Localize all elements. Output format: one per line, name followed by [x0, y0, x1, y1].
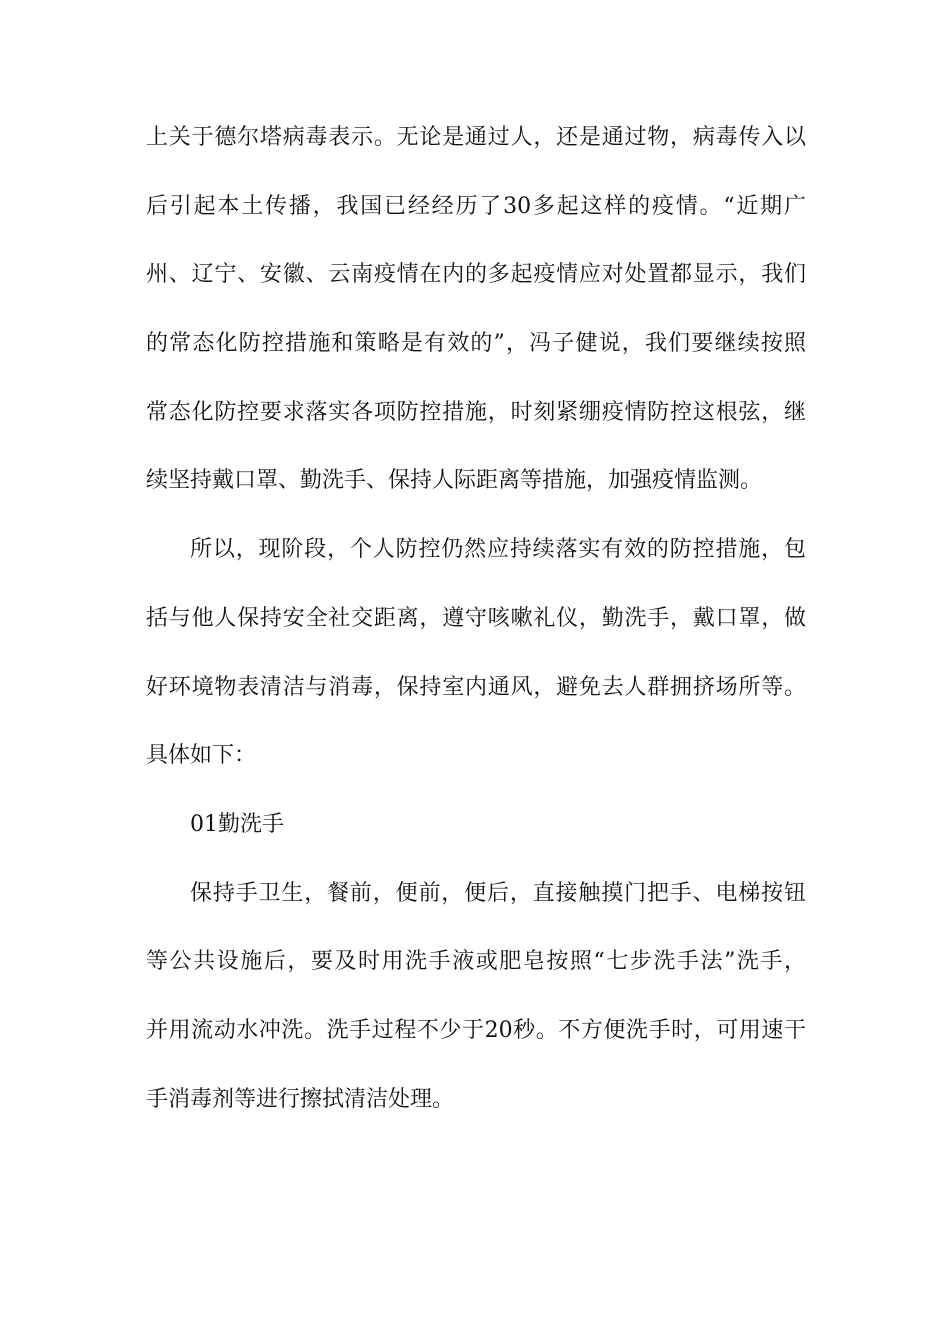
text-line: 后引起本土传播，我国已经经历了30多起这样的疫情。“近期广: [146, 193, 806, 219]
text-line: 续坚持戴口罩、勤洗手、保持人际距离等措施，加强疫情监测。: [146, 468, 763, 494]
document-body: [146, 127, 806, 1157]
text-line: 常态化防控要求落实各项防控措施，时刻紧绷疫情防控这根弦，继: [146, 399, 806, 425]
text-line: 并用流动水冲洗。洗手过程不少于20秒。不方便洗手时，可用速干: [146, 1017, 806, 1043]
paragraph: [146, 539, 806, 814]
text-line: 手消毒剂等进行擦拭清洁处理。: [146, 1086, 455, 1112]
text-line: 上关于德尔塔病毒表示。无论是通过人，还是通过物，病毒传入以: [146, 125, 806, 150]
text-line: 所以，现阶段，个人防控仍然应持续落实有效的防控措施，包: [190, 537, 806, 563]
paragraph: [146, 880, 806, 1158]
paragraph: [146, 127, 806, 539]
text-line: 保持手卫生，餐前，便前，便后，直接触摸门把手、电梯按钮: [190, 880, 806, 906]
text-line: 好环境物表清洁与消毒，保持室内通风，避免去人群拥挤场所等。: [146, 674, 806, 700]
text-line: 括与他人保持安全社交距离，遵守咳嗽礼仪，勤洗手，戴口罩，做: [146, 605, 806, 631]
text-line: 州、辽宁、安徽、云南疫情在内的多起疫情应对处置都显示，我们: [146, 262, 806, 288]
text-line: 的常态化防控措施和策略是有效的”，冯子健说，我们要继续按照: [146, 331, 806, 357]
section-heading: 01勤洗手: [190, 811, 284, 837]
text-line: 具体如下：: [146, 743, 257, 769]
text-line: 等公共设施后，要及时用洗手液或肥皂按照“七步洗手法”洗手，: [146, 949, 806, 975]
